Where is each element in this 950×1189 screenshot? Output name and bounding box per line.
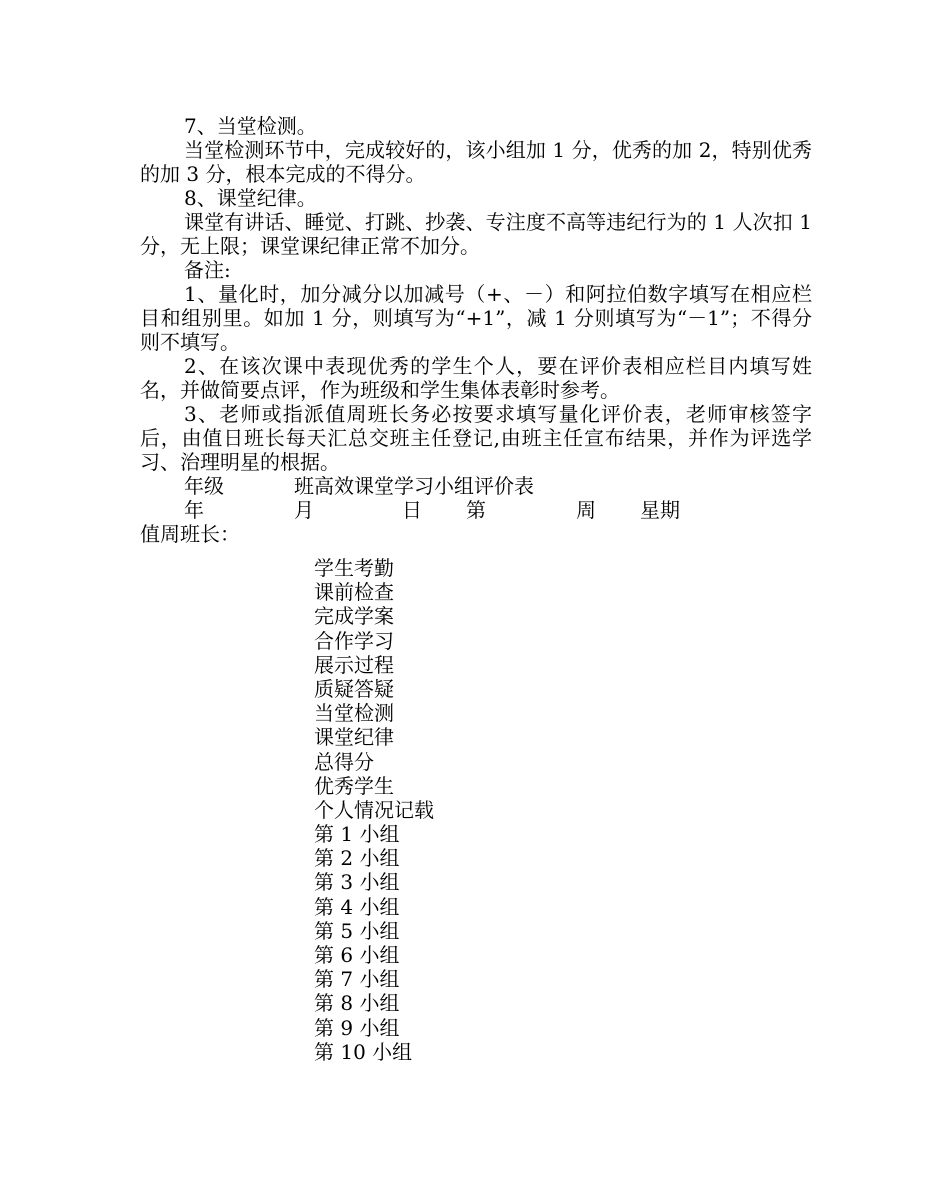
day-label: 日 [402,498,422,522]
month-label: 月 [294,498,314,522]
monitor-row [140,522,812,546]
list-item: 完成学案 [314,604,394,629]
list-item: 第 3 小组 [314,870,400,895]
list-item: 展示过程 [314,652,394,677]
list-item: 个人情况记载 [314,797,434,822]
list-item: 学生考勤 [314,556,394,580]
list-item: 第 8 小组 [314,991,400,1016]
year-label: 年 [184,498,204,522]
week-prefix-label: 第 [466,498,486,522]
list-item: 第 4 小组 [314,894,400,919]
list-item: 第 7 小组 [314,967,400,992]
monitor-label: 值周班长： [140,522,240,546]
list-item: 质疑答疑 [314,676,394,701]
note-2: 2、在该次课中表现优秀的学生个人，要在评价表相应栏目内填写姓名，并做简要点评，作为班级和学生集体表彰时参考。 [140,354,812,402]
list-item: 合作学习 [314,628,394,653]
weekday-label: 星期 [640,498,680,522]
section-7-title: 7、当堂检测。 [184,114,317,138]
week-suffix-label: 周 [576,498,596,522]
date-row [140,498,812,522]
grade-label: 年级 [184,474,224,498]
list-item: 第 9 小组 [314,1015,400,1040]
section-8-title: 8、课堂纪律。 [184,186,317,210]
list-item: 课堂纪律 [314,725,394,750]
list-item: 课前检查 [314,580,394,605]
list-item: 总得分 [314,749,374,774]
list-item: 第 2 小组 [314,846,400,871]
form-title-row [140,474,812,498]
evaluation-items-list [314,556,434,1064]
note-3: 3、老师或指派值周班长务必按要求填写量化评价表，老师审核签字后，由值日班长每天汇总交班主任登记,由班主任宣布结果，并作为评选学习、治理明星的根据。 [140,402,812,474]
list-item: 第 1 小组 [314,822,400,847]
document-body [140,114,812,546]
list-item: 优秀学生 [314,773,394,798]
list-item: 第 6 小组 [314,943,400,967]
section-8-body: 课堂有讲话、睡觉、打跳、抄袭、专注度不高等违纪行为的 1 人次扣 1 分，无上限；课堂课纪律正常不加分。 [140,210,812,258]
section-7-body: 当堂检测环节中，完成较好的，该小组加 1 分，优秀的加 2，特别优秀的加 3 分，根本完成的不得分。 [140,138,812,186]
list-item: 当堂检测 [314,701,394,726]
list-item: 第 5 小组 [314,918,400,943]
form-title: 班高效课堂学习小组评价表 [294,474,534,498]
notes-title: 备注: [184,258,231,282]
note-1: 1、量化时，加分减分以加减号（+、－）和阿拉伯数字填写在相应栏目和组别里。如加 1 分，则填写为“+1”，减 1 分则填写为“－1”；不得分则不填写。 [140,282,812,354]
list-item: 第 10 小组 [314,1039,413,1064]
